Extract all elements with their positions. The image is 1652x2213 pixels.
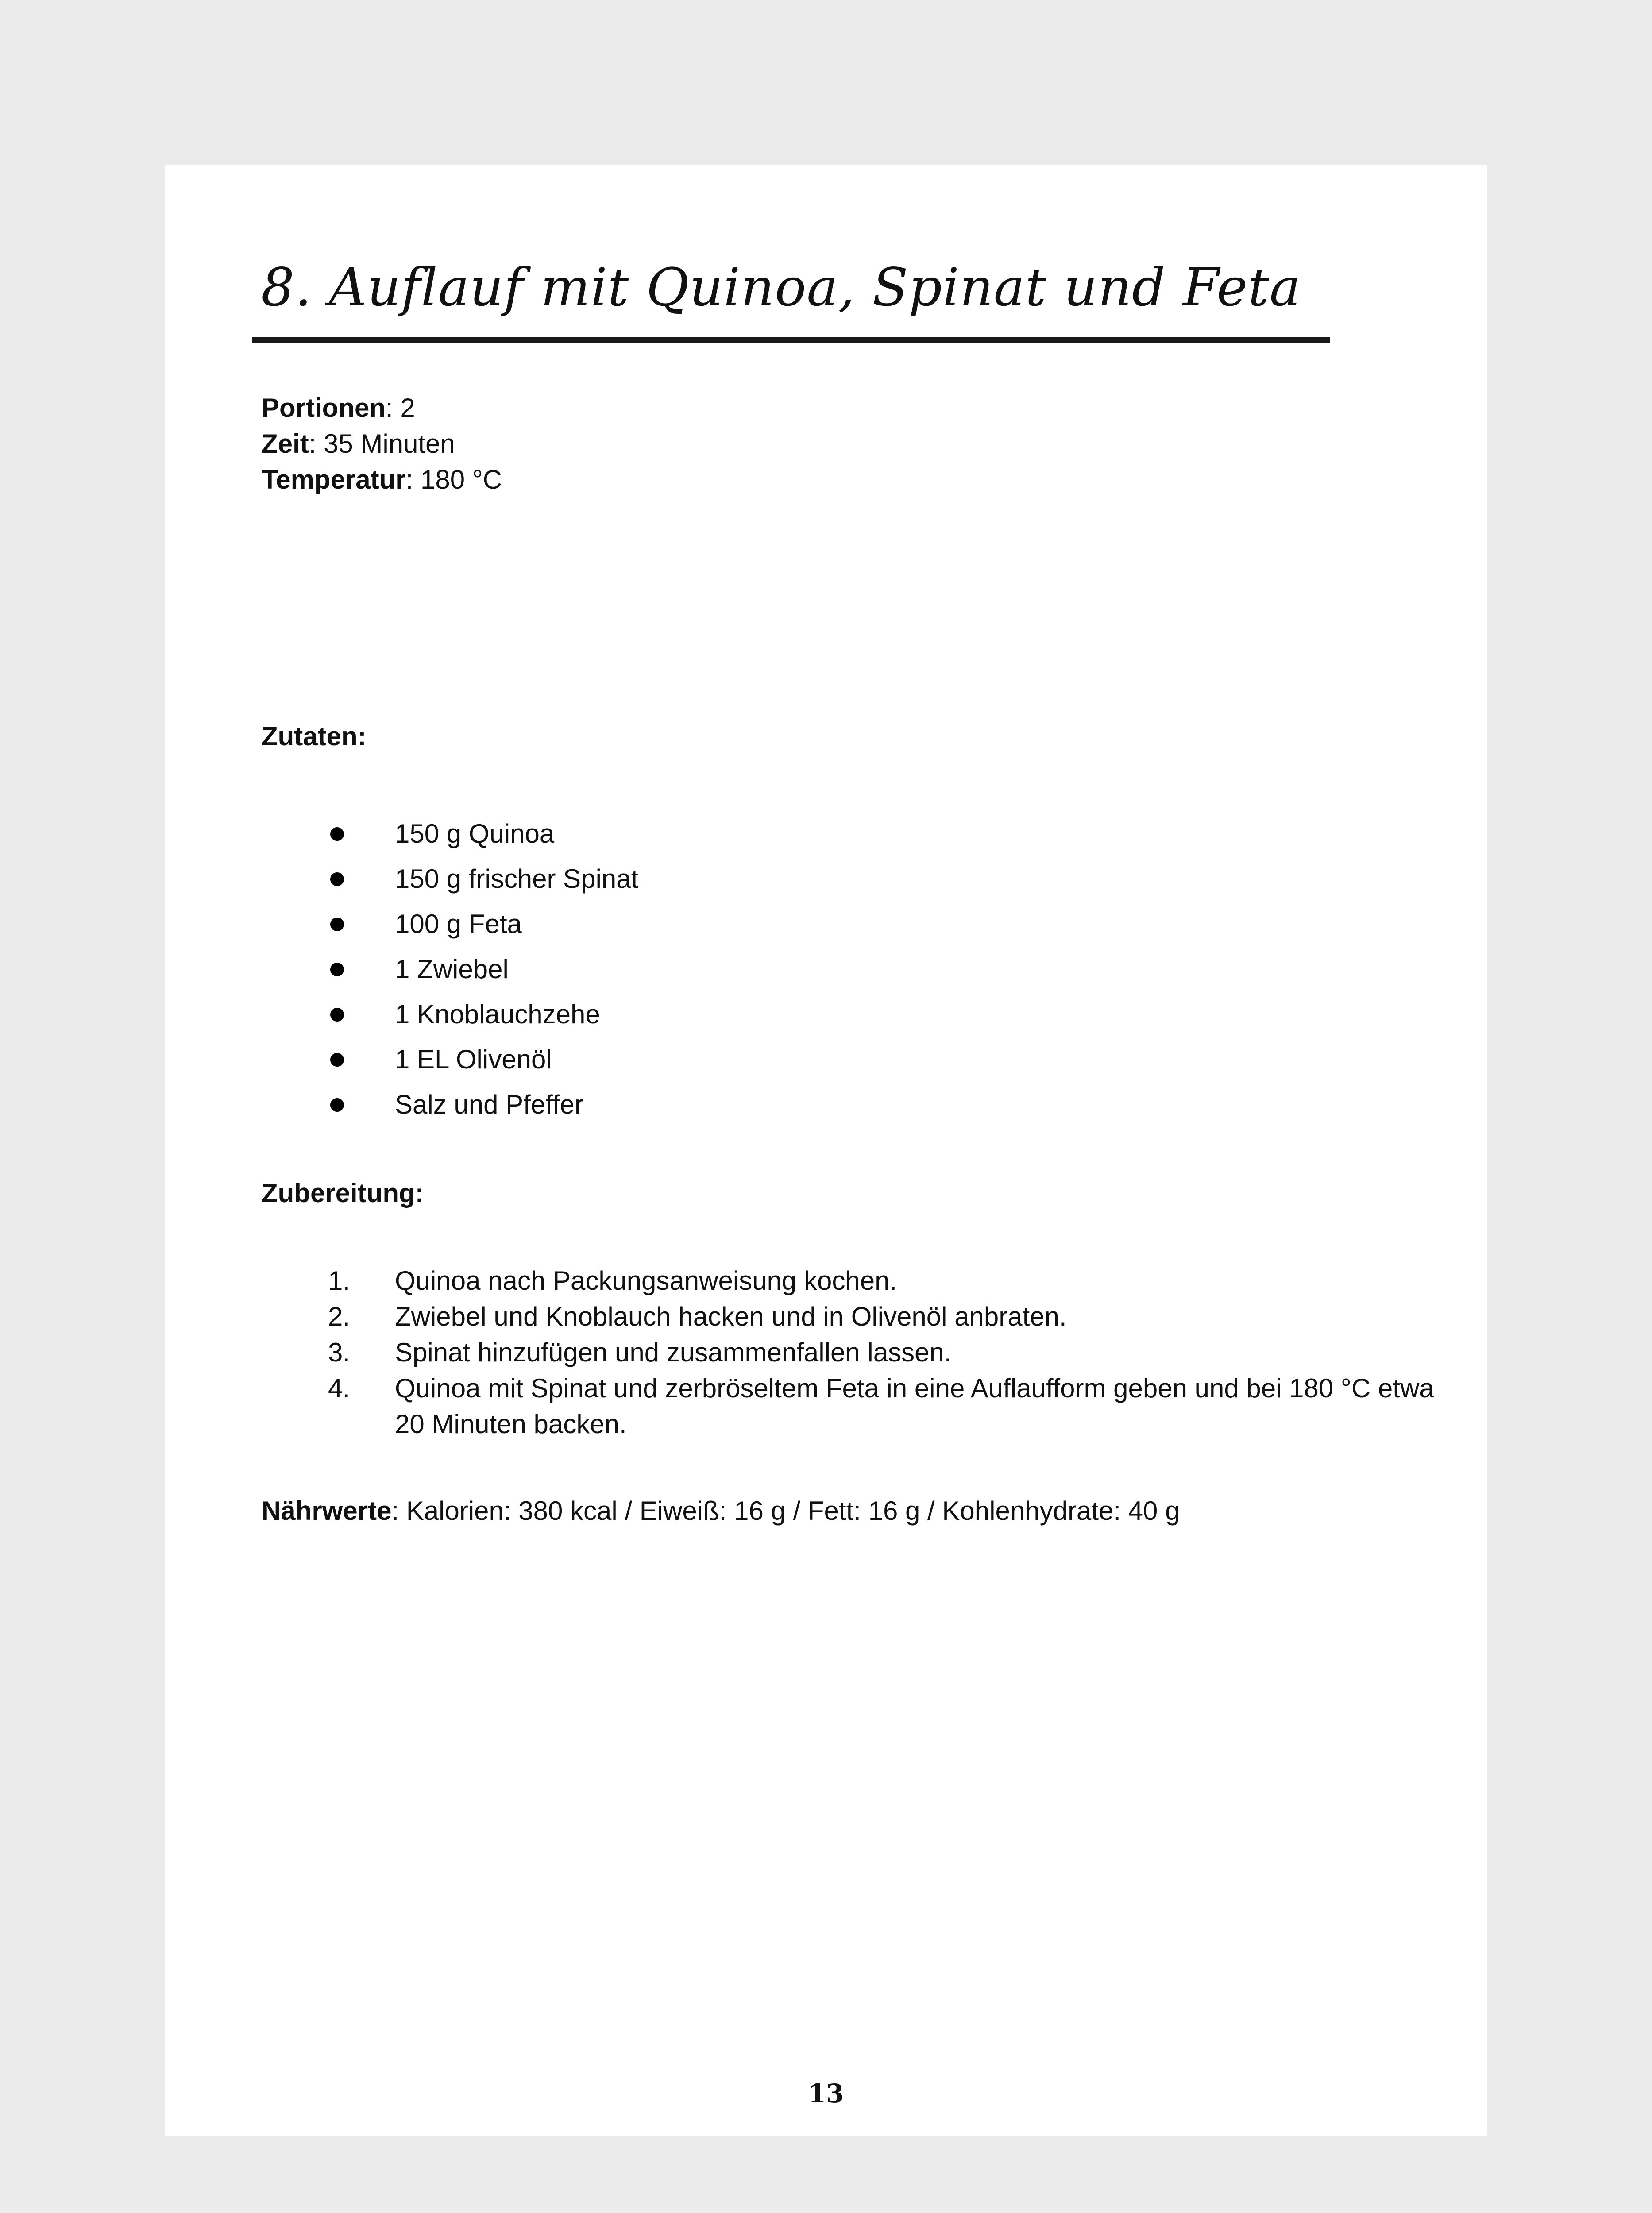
ingredient-text: 1 Knoblauchzehe <box>395 999 600 1029</box>
step-number: 2. <box>328 1302 351 1331</box>
list-item <box>262 1370 1457 1442</box>
nutrition-value: : Kalorien: 380 kcal / Eiweiß: 16 g / Fett: 16 g / Kohlenhydrate: 40 g <box>391 1496 1180 1526</box>
list-item <box>262 1037 638 1082</box>
list-item <box>262 1299 1457 1334</box>
meta-servings-value: : 2 <box>386 393 415 423</box>
bullet-icon <box>330 827 344 841</box>
meta-servings <box>262 390 502 426</box>
ingredient-text: 1 EL Olivenöl <box>395 1045 552 1074</box>
list-item <box>262 856 638 902</box>
step-text: Spinat hinzufügen und zusammenfallen lassen. <box>395 1338 952 1367</box>
bullet-icon <box>330 1053 344 1067</box>
bullet-icon <box>330 1008 344 1022</box>
list-item <box>262 1263 1457 1299</box>
steps-list <box>262 1263 1457 1442</box>
step-text: Zwiebel und Knoblauch hacken und in Olivenöl anbraten. <box>395 1302 1067 1331</box>
step-number: 4. <box>328 1373 351 1403</box>
meta-time-label: Zeit <box>262 429 309 459</box>
step-text: Quinoa nach Packungsanweisung kochen. <box>395 1266 897 1295</box>
nutrition-info <box>262 1493 1180 1529</box>
step-text: Quinoa mit Spinat und zerbröseltem Feta in eine Auflaufform geben und bei 180 °C etwa 20 Minuten backen. <box>395 1373 1434 1439</box>
nutrition-label: Nährwerte <box>262 1496 392 1526</box>
meta-temperature-value: : 180 °C <box>405 465 502 494</box>
ingredient-text: 1 Zwiebel <box>395 954 509 984</box>
steps-heading: Zubereitung: <box>262 1178 424 1208</box>
meta-servings-label: Portionen <box>262 393 386 423</box>
title-underline <box>252 337 1330 343</box>
list-item <box>262 1082 638 1127</box>
ingredient-text: 150 g frischer Spinat <box>395 864 639 894</box>
meta-temperature-label: Temperatur <box>262 465 406 494</box>
list-item <box>262 947 638 992</box>
page-number: 13 <box>808 2078 844 2109</box>
bullet-icon <box>330 918 344 931</box>
list-item <box>262 992 638 1037</box>
ingredient-text: 150 g Quinoa <box>395 819 555 848</box>
meta-temperature <box>262 462 502 497</box>
step-number: 3. <box>328 1338 351 1367</box>
bullet-icon <box>330 963 344 976</box>
ingredient-text: 100 g Feta <box>395 909 522 939</box>
meta-time <box>262 426 502 462</box>
recipe-title: 8. Auflauf mit Quinoa, Spinat und Feta <box>261 257 1301 318</box>
list-item <box>262 902 638 947</box>
meta-time-value: : 35 Minuten <box>309 429 455 459</box>
bullet-icon <box>330 1098 344 1112</box>
ingredients-heading: Zutaten: <box>262 721 367 751</box>
recipe-meta <box>262 390 502 497</box>
list-item <box>262 1334 1457 1370</box>
step-number: 1. <box>328 1266 351 1295</box>
document-page <box>165 165 1487 2136</box>
ingredient-text: Salz und Pfeffer <box>395 1090 583 1119</box>
list-item <box>262 811 638 856</box>
bullet-icon <box>330 872 344 886</box>
ingredients-list <box>262 811 638 1127</box>
